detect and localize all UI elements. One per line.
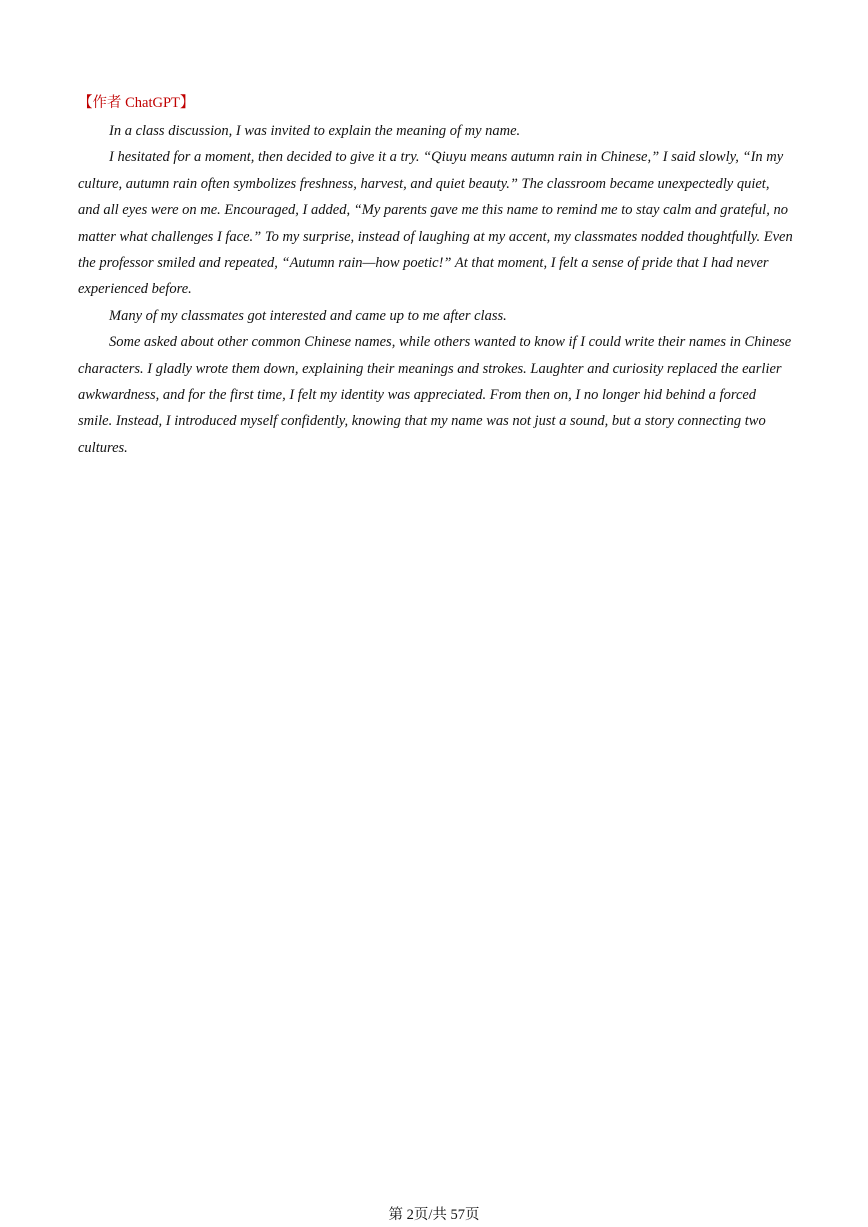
paragraph-3: Many of my classmates got interested and came up to me after class. [109, 307, 507, 324]
paragraph-4: Some asked about other common Chinese names, while others wanted to know if I could write their names in Chinese characters. I gladly wrote them down, explaining their meanings and strokes. Laughter and curiosity replaced the earlier awkwardness, and for the first time, I felt my identity was appreciated. From then on, I no longer hid behind a forced smile. Instead, I introduced myself confidently, knowing that my name was not just a sound, but a story connecting two cultures. [78, 334, 792, 456]
paragraph-2: I hesitated for a moment, then decided to give it a try. “Qiuyu means autumn rain in Chinese,” I said slowly, “In my culture, autumn rain often symbolizes freshness, harvest, and quiet beauty.” The classroom became unexpectedly quiet, and all eyes were on me. Encouraged, I added, “My parents gave me this name to remind me to stay calm and grateful, no matter what challenges I face.” To my surprise, instead of laughing at my accent, my classmates nodded thoughtfully. Even the professor smiled and repeated, “Autumn rain—how poetic!” At that moment, I felt a sense of pride that I had never experienced before. [78, 149, 793, 298]
page-footer: 第 2页/共 57页 [388, 1207, 480, 1223]
essay-body [78, 118, 793, 461]
paragraph-1: In a class discussion, I was invited to explain the meaning of my name. [109, 123, 521, 139]
author-tag: 【作者 ChatGPT】 [78, 95, 195, 111]
